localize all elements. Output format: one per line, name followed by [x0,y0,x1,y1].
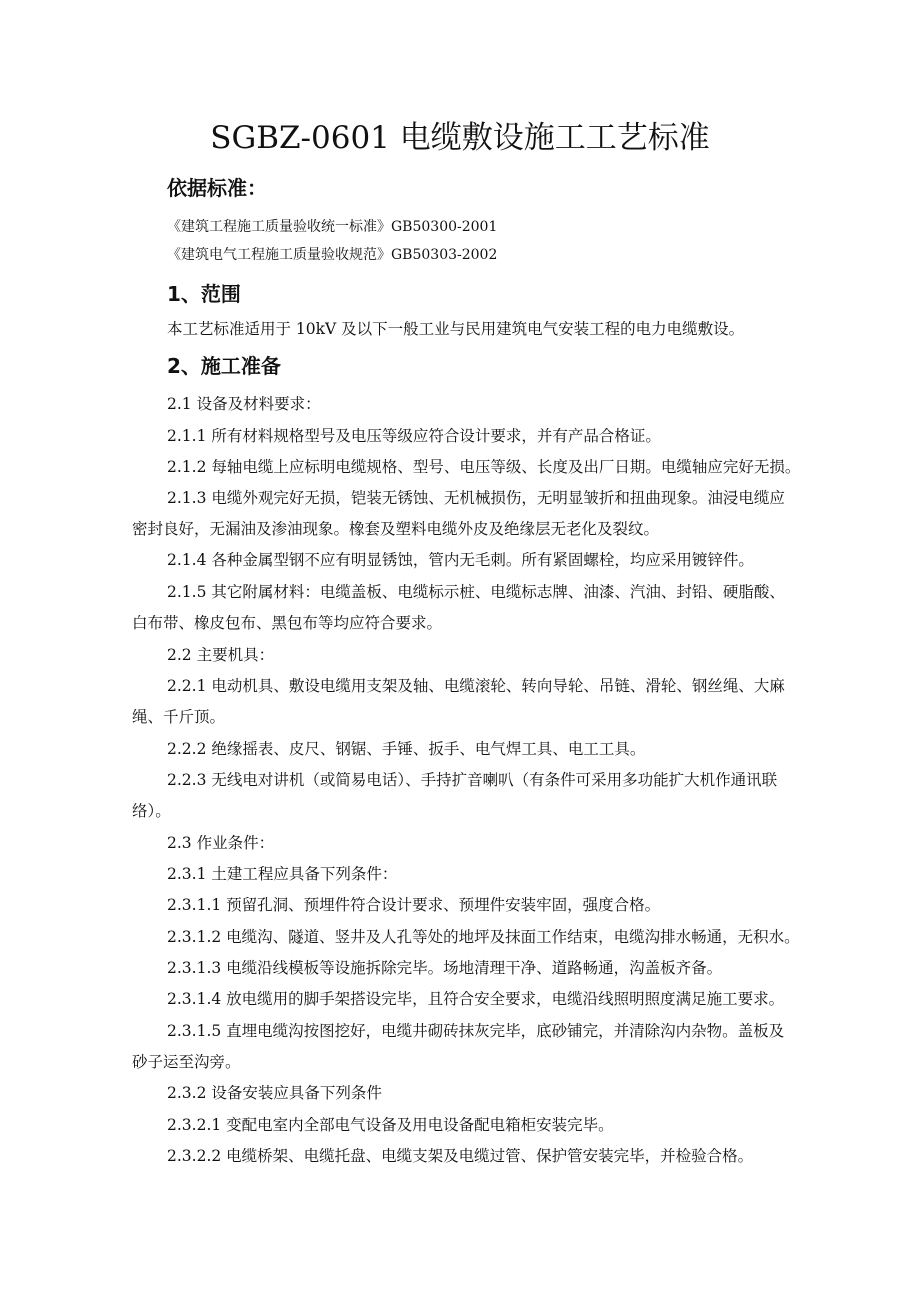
clause-text-continued: 白布带、橡皮包布、黑包布等均应符合要求。 [132,614,443,632]
clause-text: 2.3.1.5 直埋电缆沟按图挖好，电缆井砌砖抹灰完毕，底砂铺完，并清除沟内杂物。盖板及 [167,1022,785,1040]
clause-text: 2.2.1 电动机具、敷设电缆用支架及轴、电缆滚轮、转向导轮、吊链、滑轮、钢丝绳、大麻 [167,677,785,695]
section-heading-scope: 1、范围 [167,282,241,306]
clause-text: 2.1.1 所有材料规格型号及电压等级应符合设计要求，并有产品合格证。 [167,427,661,445]
clause-text: 2.3.1.4 放电缆用的脚手架搭设完毕，且符合安全要求，电缆沿线照明照度满足施工要求。 [167,990,785,1008]
clause-text: 2.2.2 绝缘摇表、皮尺、钢锯、手锤、扳手、电气焊工具、电工工具。 [167,740,646,758]
clause-text: 2.3.2.1 变配电室内全部电气设备及用电设备配电箱柜安装完毕。 [167,1116,614,1134]
clause-text: 2.3.1.1 预留孔洞、预埋件符合设计要求、预埋件安装牢固，强度合格。 [167,896,661,914]
document-title: SGBZ-0601 电缆敷设施工工艺标准 [210,120,710,156]
clause-text-continued: 络）。 [132,802,171,820]
clause-text: 2.3.1.3 电缆沿线模板等设施拆除完毕。场地清理干净、道路畅通，沟盖板齐备。 [167,959,723,977]
clause-text: 2.3.1.2 电缆沟、隧道、竖井及人孔等处的地坪及抹面工作结束，电缆沟排水畅通，无积水。 [167,928,800,946]
subsection-heading: 2.1 设备及材料要求： [167,395,321,413]
clause-text: 2.3.2.2 电缆桥架、电缆托盘、电缆支架及电缆过管、保护管安装完毕，并检验合格。 [167,1147,754,1165]
section-heading-preparation: 2、施工准备 [167,354,281,378]
clause-text: 2.3.1 土建工程应具备下列条件： [167,865,398,883]
clause-text-continued: 绳、千斤顶。 [132,708,226,726]
clause-text: 2.1.5 其它附属材料：电缆盖板、电缆标示桩、电缆标志牌、油漆、汽油、封铅、硬脂酸、 [167,583,785,601]
reference-item: 《建筑工程施工质量验收统一标准》GB50300-2001 [167,219,498,235]
clause-text: 2.1.3 电缆外观完好无损，铠装无锈蚀、无机械损伤，无明显皱折和扭曲现象。油浸电缆应 [167,489,785,507]
subsection-heading: 2.2 主要机具： [167,646,275,664]
clause-text-continued: 砂子运至沟旁。 [132,1053,241,1071]
clause-text: 2.1.2 每轴电缆上应标明电缆规格、型号、电压等级、长度及出厂日期。电缆轴应完好无损。 [167,458,801,476]
clause-text: 2.3.2 设备安装应具备下列条件 [167,1084,382,1102]
subsection-heading: 2.3 作业条件： [167,834,275,852]
clause-text: 2.2.3 无线电对讲机（或简易电话）、手持扩音喇叭（有条件可采用多功能扩大机作通讯联 [167,771,778,789]
reference-item: 《建筑电气工程施工质量验收规范》GB50303-2002 [167,247,498,263]
scope-paragraph: 本工艺标准适用于 10kV 及以下一般工业与民用建筑电气安装工程的电力电缆敷设。 [167,320,745,338]
clause-text-continued: 密封良好，无漏油及渗油现象。橡套及塑料电缆外皮及绝缘层无老化及裂纹。 [132,520,660,538]
clause-text: 2.1.4 各种金属型钢不应有明显锈蚀，管内无毛刺。所有紧固螺栓，均应采用镀锌件。 [167,551,754,569]
basis-heading: 依据标准： [167,176,267,200]
